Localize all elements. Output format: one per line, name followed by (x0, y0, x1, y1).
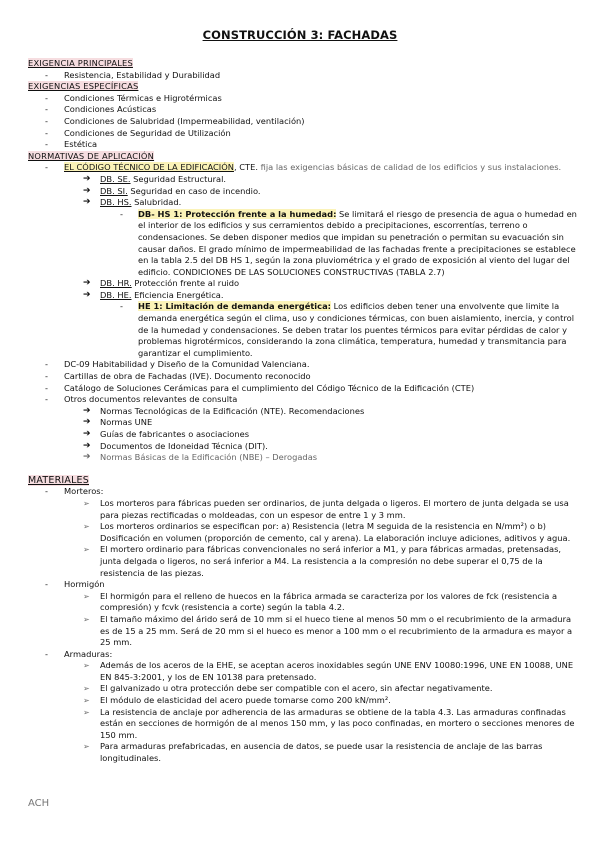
triangle-right-icon: ➢ (83, 591, 90, 601)
triangle-right-icon: ➢ (83, 498, 90, 508)
list-item-db-hr: ➔ DB. HR. Protección frente al ruido (83, 278, 240, 289)
section-heading-materiales: MATERIALES (28, 474, 89, 486)
triangle-right-icon: ➢ (83, 522, 90, 532)
arrow-right-icon: ➔ (83, 185, 91, 196)
list-item: - Estética (45, 139, 98, 150)
arrow-right-icon: ➔ (83, 173, 91, 184)
list-item-db-si: ➔ DB. SI. Seguridad en caso de incendio. (83, 185, 261, 196)
hs1-label: DB- HS 1: Protección frente a la humedad: (138, 208, 337, 219)
section-heading-normativas: NORMATIVAS DE APLICACIÓN (28, 150, 155, 161)
list-item: ➢ Además de los aceros de la EHE, se aceptan aceros inoxidables según UNE ENV 10080:1996, UNE EN 10088, UNE EN 845-3:2001, y los de EN 10138 para pretensado. (83, 660, 574, 682)
list-item: ➢ Los morteros para fábricas pueden ser ordinarios, de junta delgada o ligeros. El mortero de junta delgada se usa para piezas rectificadas o moldeadas, con un espesor de entre 1 y 3 mm. (83, 497, 569, 520)
list-item: ➔ Documentos de Idoneidad Técnica (DIT). (83, 440, 268, 451)
list-item: ➢ Para armaduras prefabricadas, en ausencia de datos, se puede usar la resistencia de anclaje de las barras longitudinales. (83, 741, 543, 764)
list-item: - Cartillas de obra de Fachadas (IVE). Documento reconocido (45, 371, 311, 382)
list-item-morteros: - Morteros: (45, 486, 104, 497)
triangle-right-icon: ➢ (83, 684, 90, 694)
section-heading-exigencia-principales: EXIGENCIA PRINCIPALES (28, 58, 133, 68)
list-item: ➢ El mortero ordinario para fábricas convencionales no será inferior a M1, y para fábricas armadas, pretensadas, junta delgada o ligeros, no será inferior a M4. La resistencia a la compresión no debe superar el 0,75 de la resistencia de las piezas. (83, 544, 562, 578)
list-item-nbe: ➔ Normas Básicas de la Edificación (NBE) – Derogadas (83, 452, 318, 463)
section-heading-exigencias-especificas: EXIGENCIAS ESPECÍFICAS (28, 81, 139, 92)
arrow-right-icon: ➔ (83, 417, 91, 428)
list-item-he1: - HE 1: Limitación de demanda energética: Los edificios deben tener una envolvente que limite la demanda energética según el clima, uso y condiciones térmicas, con buen aislamiento, inercia, y control de la humedad y condensaciones. Se deben tratar los puentes térmicos para evitar pérdidas de calor y problemas higrotérmicos, considerando la zona climática, temperatura, humedad y transmitancia para garantizar el cumplimiento. (120, 301, 575, 358)
list-item: - Condiciones de Seguridad de Utilización (45, 127, 231, 138)
list-item: ➢ Los morteros ordinarios se especifican por: a) Resistencia (letra M seguida de la resistencia en N/mm²) o b) Dosificación en volumen (proporción de cemento, cal y arena). La elaboración incluye adiciones, aditivos y agua. (83, 521, 571, 543)
list-item-armaduras: - Armaduras: (45, 648, 113, 659)
arrow-right-icon: ➔ (83, 429, 91, 439)
list-item: ➢ La resistencia de anclaje por adherencia de las armaduras se obtiene de la tabla 4.3. Las armaduras confinadas están en secciones de hormigón de al menos 150 mm, y las poco confinadas, en mortero o secciones menores de 150 mm. (83, 706, 575, 740)
triangle-right-icon: ➢ (83, 742, 90, 752)
cte-label: EL CÓDIGO TÉCNICO DE LA EDIFICACIÓN (64, 162, 234, 173)
list-item-db-se: ➔ DB. SE. Seguridad Estructural. (83, 173, 227, 184)
list-item: ➢ El módulo de elasticidad del acero puede tomarse como 200 kN/mm². (83, 695, 391, 706)
list-item: ➔ Normas Tecnológicas de la Edificación (NTE). Recomendaciones (83, 405, 365, 416)
list-item: ➢ El hormigón para el relleno de huecos en la fábrica armada se caracteriza por los valores de fck (resistencia a compresión) y fcvk (resistencia a corte) según la tabla 4.2. (83, 590, 558, 613)
list-item: ➔ Guías de fabricantes o asociaciones (83, 429, 250, 439)
list-item: - Condiciones Térmicas e Higrotérmicas (45, 92, 222, 103)
triangle-right-icon: ➢ (83, 696, 90, 706)
document-title: CONSTRUCCIÓN 3: FACHADAS (202, 28, 398, 42)
he1-label: HE 1: Limitación de demanda energética: (138, 301, 331, 312)
list-item: ➢ El galvanizado u otra protección debe ser compatible con el acero, sin afectar negativamente. (83, 683, 493, 694)
triangle-right-icon: ➢ (83, 614, 90, 624)
arrow-right-icon: ➔ (83, 440, 91, 451)
document-body (28, 58, 580, 765)
triangle-right-icon: ➢ (83, 545, 90, 555)
list-item: - DC-09 Habitabilidad y Diseño de la Comunidad Valenciana. (45, 359, 310, 370)
list-item: - Resistencia, Estabilidad y Durabilidad (45, 69, 221, 80)
list-item: - Otros documentos relevantes de consulta (45, 394, 238, 405)
footer-initials: ACH (28, 798, 50, 809)
arrow-right-icon: ➔ (83, 405, 91, 416)
triangle-right-icon: ➢ (83, 707, 90, 717)
arrow-right-icon: ➔ (83, 289, 91, 300)
list-item-hs1: - DB- HS 1: Protección frente a la humedad: Se limitará el riesgo de presencia de agua o humedad en el interior de los edificios y sus cerramientos debido a precipitaciones, escorrentías, terreno o condensaciones. Se deben disponer medios que impidan su penetración o permitan su evacuación sin causar daños. El grado mínimo de impermeabilidad de las fachadas frente a precipitaciones se establece en la tabla 2.5 del DB HS 1, según la zona pluviométrica y el grado de exposición al viento del lugar del edificio. CONDICIONES DE LAS SOLUCIONES CONSTRUCTIVAS (TABLA 2.7) (120, 208, 577, 277)
arrow-right-icon: ➔ (83, 197, 91, 208)
arrow-right-icon: ➔ (83, 452, 91, 463)
cte-description: fija las exigencias básicas de calidad de los edificios y sus instalaciones. (260, 162, 562, 173)
arrow-right-icon: ➔ (83, 278, 91, 289)
triangle-right-icon: ➢ (83, 661, 90, 671)
list-item-cte: - EL CÓDIGO TÉCNICO DE LA EDIFICACIÓN, CTE. fija las exigencias básicas de calidad de los edificios y sus instalaciones. (45, 162, 562, 173)
list-item: - Condiciones Acústicas (45, 104, 157, 115)
list-item: - Condiciones de Salubridad (Impermeabilidad, ventilación) (45, 115, 305, 126)
list-item-db-hs: ➔ DB. HS. Salubridad. (83, 197, 182, 208)
list-item: ➔ Normas UNE (83, 417, 153, 428)
list-item: ➢ El tamaño máximo del árido será de 10 mm si el hueco tiene al menos 50 mm o el recubrimiento de la armadura es de 15 a 25 mm. Será de 20 mm si el hueco es menor a 100 mm o el recubrimiento de la armadura es mayor a 25 mm. (83, 613, 573, 648)
list-item-db-he: ➔ DB. HE. Eficiencia Energética. (83, 289, 224, 300)
list-item: - Catálogo de Soluciones Cerámicas para el cumplimiento del Código Técnico de la Edificación (CTE) (45, 382, 475, 393)
list-item-hormigon: - Hormigón (45, 579, 105, 590)
